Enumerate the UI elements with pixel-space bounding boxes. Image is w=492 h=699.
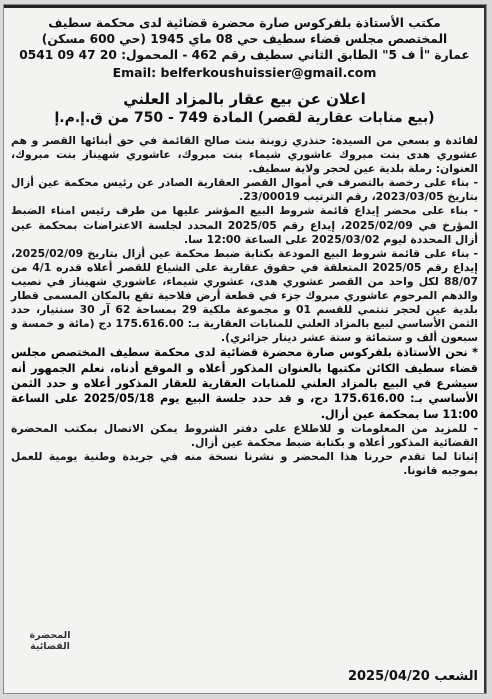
paragraph-authorization: - بناء على رخصة بالتصرف في أموال القصر العقارية الصادر عن رئيس محكمة عين أزال بتاريخ 2023/03/05، رقم الترتيب 23/00019. <box>11 176 478 204</box>
header-line-2: المختصص مجلس قضاء سطيف حي 08 ماي 1945 (حي 600 مسكن) <box>41 32 448 46</box>
paragraph-closing: إثباتا لما تقدم حررنا هذا المحضر و نشرنا نسخة منه في جريدة وطنية يومية للعمل بموجبه قانونا. <box>11 450 478 478</box>
newspaper-name: الشعب <box>434 669 478 684</box>
office-header <box>11 15 478 63</box>
publication-line <box>348 669 478 685</box>
notice <box>11 15 478 687</box>
paragraph-information: - للمزيد من المعلومات و للاطلاع على دفتر الشروط يمكن الاتصال بمكتب المحضرة القضائية المذكور أعلاه و بكتابة ضبط محكمة عين أزال. <box>11 421 478 449</box>
publication-date: 2025/04/20 <box>347 669 430 684</box>
notice-subtitle: (بيع منابات عقارية لقصر) المادة 749 - 750 من ق.إ.م.إ <box>54 110 435 126</box>
right-rule <box>484 5 486 693</box>
paragraph-conditions: - بناء على قائمة شروط البيع المودعة بكتابة ضبط محكمة عين أزال بتاريخ 2025/02/09، إيداع رقم 2025/05 المتعلقة في حقوق عقارية على الشياع للقصر أعلاه قدره 4/1 من 88/07 لكل واحد من القصر عشوري هدى، عشوري شيماء، عاشوري شهيناز في نصيب والدهم المرحوم عاشوري مبروك جزء في قطعة أرض فلاحية تقع بالمكان المسمى قطار بلدية عين لحجر تنتمي للقسم 01 و مجموعة ملكية 29 بمساحة 62 آر 30 سنتيار، حدد الثمن الأساسي لبيع بالمزاد العلني للمنابات العقارية بـ: 175.616.00 دج (مائة و خمسة و سبعون ألف و ستمائة و ستة عشر دينار جزائري). <box>11 246 478 345</box>
header-line-3: عمارة "أ ف 5" الطابق الثاني سطيف رقم 462 - المحمول: 20 47 09 0541 <box>19 48 470 62</box>
header-line-1: مكتب الأستاذة بلفركوس صارة محضرة قضائية لدى محكمة سطيف <box>48 16 441 30</box>
paragraph-claimant: لفائدة و بسعي من السيدة: حنذري زوبنة بنت صالح القائمة في حق أبنائها القصر و هم عشوري هدى بنت مبروك عاشوري شيماء بنت مبروك، عاشوري شهيناز بنت مبروك، العنوان: رملة بلدية عين لحجر ولاية سطيف. <box>11 134 478 176</box>
notice-title: اعلان عن بيع عقار بالمزاد العلني <box>123 90 366 108</box>
paragraph-deposit-report: - بناء على محضر إيداع قائمة شروط البيع المؤشر عليها من طرف رئيس امناء الضبط المؤرخ في 2025/02/09، إيداع رقم 2025/05 المحدد لجلسة الاعتراضات بمحكمة عين أزال المحددة ليوم 2025/03/02 على الساعة 12:00 سا. <box>11 204 478 246</box>
paragraph-announcement: * نحن الأستاذة بلفركوس صارة محضرة قضائية لدى محكمة سطيف المختصص مجلس قضاء سطيف الكائن مكتبها بالعنوان المذكور أعلاه و الموقع أدناه، نعلم الجمهور أنه سيشرع في البيع بالمزاد العلني للمنابات العقارية للعقار المذكور أعلاه و حدد الثمن الأساسي بـ: 175.616.00 دج، و قد حدد جلسة البيع يوم 2025/05/18 على الساعة 11:00 سا بمحكمة عين أزال. <box>11 346 479 421</box>
bailiff-stamp: المحضرة القضائية <box>29 630 71 652</box>
newspaper-clipping <box>3 4 487 694</box>
office-email: Email: belferkoushuissier@gmail.com <box>112 65 377 80</box>
notice-body <box>11 134 478 478</box>
top-rule <box>4 5 486 8</box>
